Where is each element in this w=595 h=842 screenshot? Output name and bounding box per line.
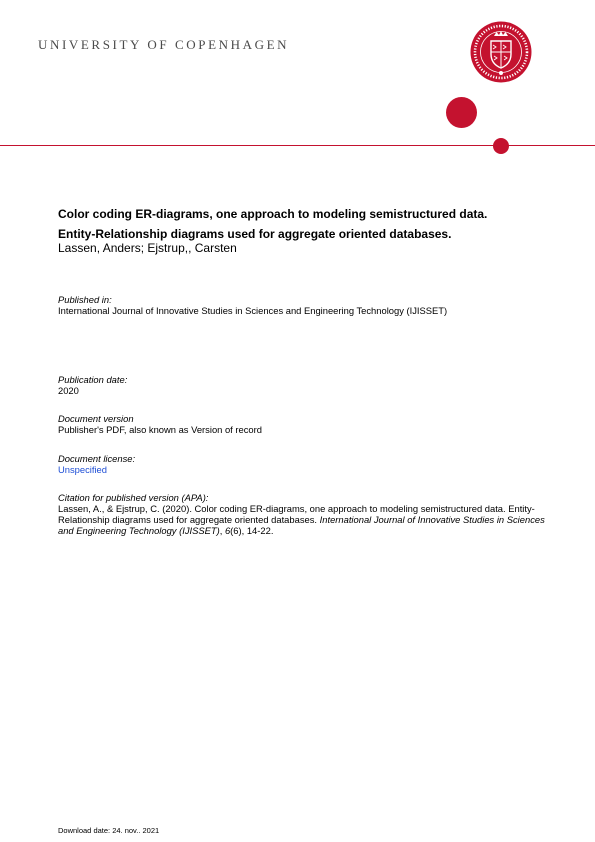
document-title [58, 204, 487, 244]
publication-date-label: Publication date: [58, 374, 128, 385]
published-in-value: International Journal of Innovative Studies in Sciences and Engineering Technology (IJISSET) [58, 305, 448, 316]
license-link[interactable]: Unspecified [58, 464, 107, 475]
document-version-label: Document version [58, 413, 134, 424]
citation-body: Lassen, A., & Ejstrup, C. (2020). Color coding ER-diagrams, one approach to modeling semistructured data. Entity-Relationship diagrams used for aggregate oriented databases. [58, 503, 535, 525]
title-line-2: Entity-Relationship diagrams used for aggregate oriented databases. [58, 227, 452, 241]
citation-issue-pages: (6), 14-22. [230, 525, 274, 536]
document-version-value: Publisher's PDF, also known as Version of record [58, 424, 262, 435]
citation-text [58, 503, 548, 536]
publication-date-value: 2020 [58, 385, 79, 396]
decorative-small-dot [493, 138, 509, 154]
document-license-label: Document license: [58, 453, 136, 464]
document-version-section [58, 413, 262, 435]
title-line-1: Color coding ER-diagrams, one approach to modeling semistructured data. [58, 207, 488, 221]
published-in-section [58, 294, 447, 316]
citation-volume: 6 [224, 525, 231, 536]
citation-section [58, 492, 548, 536]
published-in-label: Published in: [58, 294, 112, 305]
document-license-section [58, 453, 135, 475]
university-seal-icon [470, 21, 532, 99]
citation-sep: , [219, 525, 225, 536]
citation-label: Citation for published version (APA): [58, 492, 209, 503]
decorative-large-dot [446, 97, 477, 128]
publication-date-section [58, 374, 127, 396]
citation-journal: International Journal of Innovative Studies in Sciences and Engineering Technology (IJISSET) [58, 514, 545, 536]
download-date: Download date: 24. nov.. 2021 [58, 826, 160, 835]
university-name: UNIVERSITY OF COPENHAGEN [38, 37, 290, 52]
authors: Lassen, Anders; Ejstrup,, Carsten [58, 241, 237, 255]
